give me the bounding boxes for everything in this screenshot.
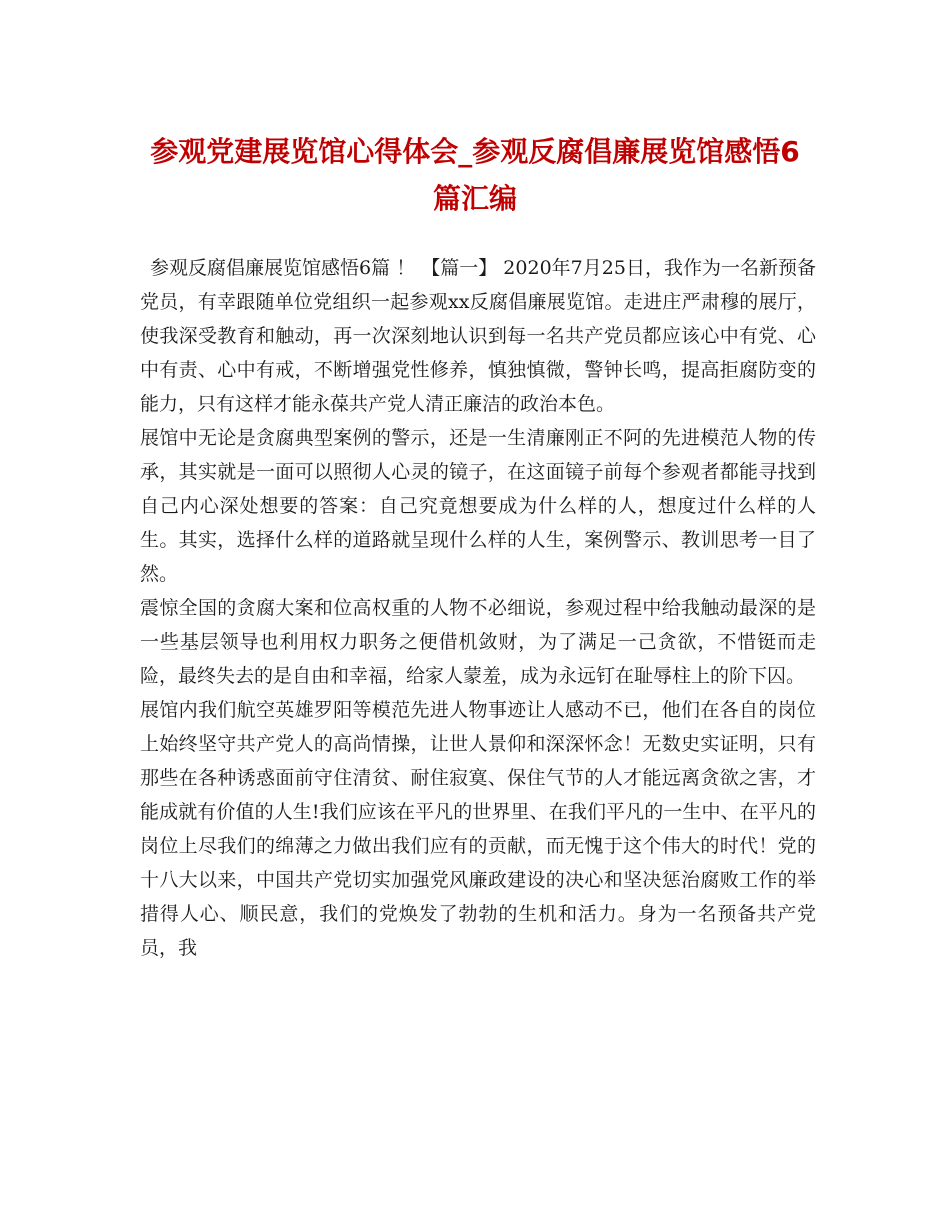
paragraph-2: 展馆中无论是贪腐典型案例的警示，还是一生清廉刚正不阿的先进模范人物的传承，其实就是一面可以照彻人心灵的镜子，在这面镜子前每个参观者都能寻找到自己内心深处想要的答案：自己究竟想要成为什么样的人，想度过什么样的人生。其实，选择什么样的道路就呈现什么样的人生，案例警示、教训思考一目了然。 (140, 427, 816, 585)
paragraph-1: 参观反腐倡廉展览馆感悟6篇 ！ 【篇一】 2020年7月25日，我作为一名新预备党员，有幸跟随单位党组织一起参观xx反腐倡廉展览馆。走进庄严肃穆的展厅，使我深受教育和触动，再一次深刻地认识到每一名共产党员都应该心中有党、心中有责、心中有戒，不断增强党性修养，慎独慎微，警钟长鸣，提高拒腐防变的能力，只有这样才能永葆共产党人清正廉洁的政治本色。 (140, 257, 816, 415)
document-body (140, 251, 816, 965)
title-line-1: 参观党建展览馆心得体会_参观反腐倡廉展览馆感悟6 (150, 135, 800, 168)
document-title (120, 128, 830, 222)
title-line-2: 篇汇编 (432, 182, 517, 215)
paragraph-4: 展馆内我们航空英雄罗阳等模范先进人物事迹让人感动不已，他们在各自的岗位上始终坚守共产党人的高尚情操，让世人景仰和深深怀念！无数史实证明，只有那些在各种诱惑面前守住清贫、耐住寂寞、保住气节的人才能远离贪欲之害，才能成就有价值的人生!我们应该在平凡的世界里、在我们平凡的一生中、在平凡的岗位上尽我们的绵薄之力做出我们应有的贡献，而无愧于这个伟大的时代！党的十八大以来，中国共产党切实加强党风廉政建设的决心和坚决惩治腐败工作的举措得人心、顺民意，我们的党焕发了勃勃的生机和活力。身为一名预备共产党员，我 (140, 699, 816, 959)
paragraph-3: 震惊全国的贪腐大案和位高权重的人物不必细说，参观过程中给我触动最深的是一些基层领导也利用权力职务之便借机敛财，为了满足一己贪欲，不惜铤而走险，最终失去的是自由和幸福，给家人蒙羞，成为永远钉在耻辱柱上的阶下囚。 (140, 597, 816, 687)
